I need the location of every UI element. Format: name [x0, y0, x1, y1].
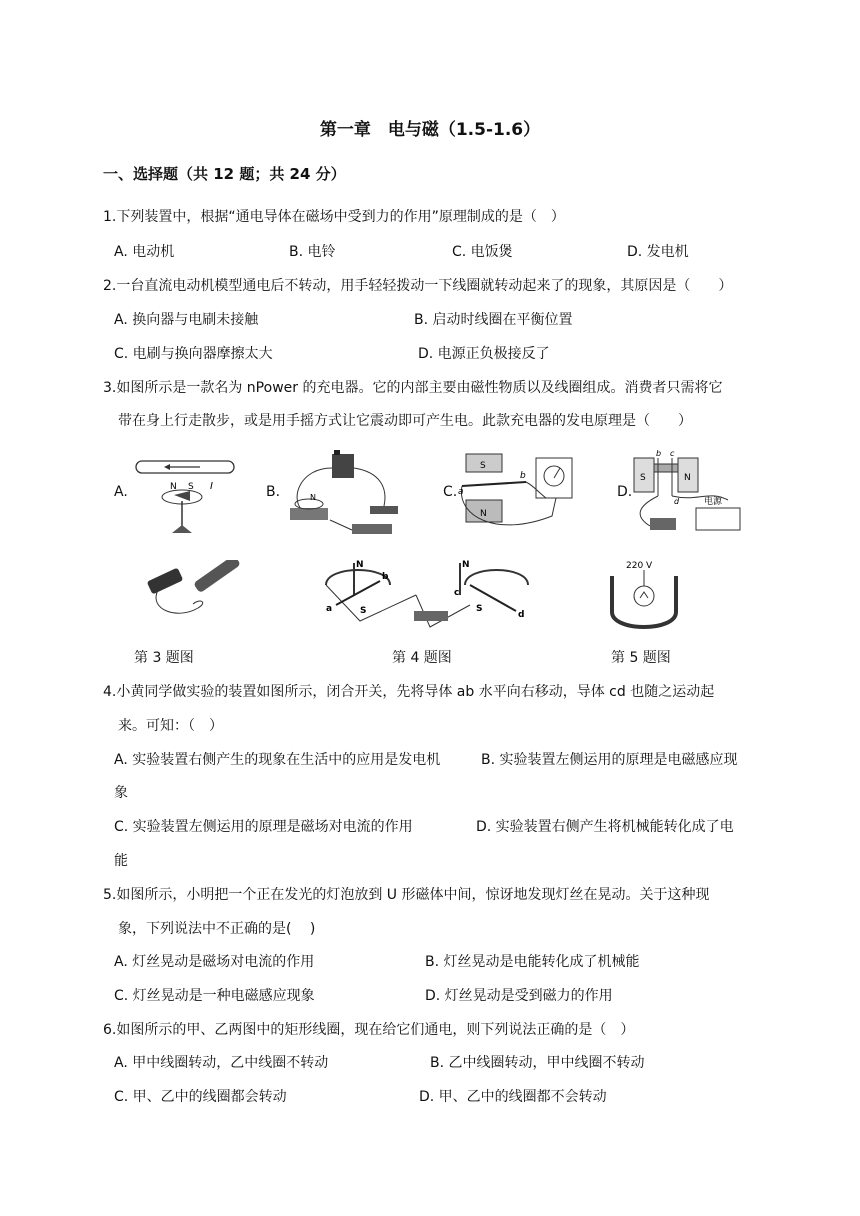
figure-4-caption: 第 4 题图	[392, 650, 452, 666]
question-4-stem-line-1: 4.小黄同学做实验的装置如图所示，闭合开关，先将导体 ab 水平向右移动，导体 cd 也随之运动起	[103, 684, 715, 700]
fig-d-c-label: c	[670, 449, 675, 458]
fig-a-i-label: I	[210, 481, 213, 492]
figure-3-caption: 第 3 题图	[134, 650, 194, 666]
q1-option-c: C. 电饭煲	[452, 244, 513, 260]
fig-a-n-label: N	[170, 482, 177, 492]
fig-c-s-label: S	[480, 461, 486, 471]
fig-4-s2-label: S	[476, 604, 483, 614]
figure-3-charger	[138, 560, 248, 625]
fig-d-d-label: d	[674, 497, 680, 506]
fig-4-n2-label: N	[462, 560, 470, 570]
q2-option-b: B. 启动时线圈在平衡位置	[414, 312, 573, 328]
q4-option-b: B. 实验装置左侧运用的原理是电磁感应现	[481, 752, 738, 768]
q4-option-d: D. 实验装置右侧产生将机械能转化成了电	[476, 819, 734, 835]
q4-option-b-cont: 象	[114, 785, 128, 801]
fig-b-n-label: N	[310, 493, 316, 502]
q5-option-c: C. 灯丝晃动是一种电磁感应现象	[114, 988, 315, 1004]
question-5-stem-line-1: 5.如图所示，小明把一个正在发光的灯泡放到 U 形磁体中间，惊讶地发现灯丝在晃动。关于这种现	[103, 887, 710, 903]
q1-option-b: B. 电铃	[289, 244, 336, 260]
q5-option-a: A. 灯丝晃动是磁场对电流的作用	[114, 954, 315, 970]
q3-option-a-label: A.	[114, 484, 128, 500]
q3-option-b-label: B.	[266, 484, 281, 500]
fig-d-b-label: b	[656, 449, 662, 458]
q2-option-d: D. 电源正负极接反了	[418, 346, 550, 362]
fig-4-a-label: a	[326, 604, 333, 614]
figure-5-bulb-magnet	[604, 556, 684, 636]
q3-option-c-label: C.	[443, 484, 458, 500]
question-3-stem-line-2: 带在身上行走散步，或是用手摇方式让它震动即可产生电。此款充电器的发电原理是（ ）	[118, 413, 692, 429]
q1-option-d: D. 发电机	[627, 244, 689, 260]
q3-figure-b	[280, 448, 415, 543]
fig-d-power-label: 电源	[704, 497, 723, 507]
fig-4-n1-label: N	[356, 560, 364, 570]
figure-4-apparatus	[320, 555, 535, 635]
figure-5-caption: 第 5 题图	[611, 650, 671, 666]
fig-4-c-label: c	[454, 588, 460, 598]
question-3-stem-line-1: 3.如图所示是一款名为 nPower 的充电器。它的内部主要由磁性物质以及线圈组成。消费者只需将它	[103, 380, 723, 396]
fig-a-s-label: S	[188, 482, 194, 492]
q4-option-a: A. 实验装置右侧产生的现象在生活中的应用是发电机	[114, 752, 441, 768]
question-6-stem: 6.如图所示的甲、乙两图中的矩形线圈，现在给它们通电，则下列说法正确的是（ ）	[103, 1022, 635, 1038]
fig-4-s1-label: S	[360, 606, 367, 616]
fig-5-voltage-label: 220 V	[626, 561, 653, 571]
q5-option-b: B. 灯丝晃动是电能转化成了机械能	[425, 954, 640, 970]
fig-d-n-label: N	[684, 473, 691, 483]
fig-c-a-label: a	[458, 487, 464, 497]
q6-option-d: D. 甲、乙中的线圈都不会转动	[419, 1089, 607, 1105]
q5-option-d: D. 灯丝晃动是受到磁力的作用	[425, 988, 613, 1004]
question-2-stem: 2.一台直流电动机模型通电后不转动，用手轻轻拨动一下线圈就转动起来了的现象，其原因是（ ）	[103, 278, 733, 294]
fig-4-d-label: d	[518, 610, 525, 620]
q4-option-d-cont: 能	[114, 853, 128, 869]
q3-figure-c	[456, 446, 581, 542]
question-1-stem: 1.下列装置中，根据“通电导体在磁场中受到力的作用”原理制成的是（ ）	[103, 209, 565, 225]
q2-option-c: C. 电刷与换向器摩擦太大	[114, 346, 273, 362]
q6-option-a: A. 甲中线圈转动，乙中线圈不转动	[114, 1055, 329, 1071]
question-5-stem-line-2: 象，下列说法中不正确的是( )	[118, 921, 316, 937]
fig-d-s-label: S	[640, 473, 646, 483]
q6-option-c: C. 甲、乙中的线圈都会转动	[114, 1089, 287, 1105]
q2-option-a: A. 换向器与电刷未接触	[114, 312, 259, 328]
page-title: 第一章 电与磁（1.5-1.6）	[319, 120, 541, 140]
q3-figure-a	[130, 455, 240, 540]
q3-option-d-label: D.	[617, 484, 633, 500]
fig-c-b-label: b	[520, 471, 526, 481]
section-heading: 一、选择题（共 12 题；共 24 分）	[103, 165, 346, 183]
q6-option-b: B. 乙中线圈转动，甲中线圈不转动	[430, 1055, 645, 1071]
q3-figure-d	[628, 446, 753, 542]
q1-option-a: A. 电动机	[114, 244, 175, 260]
q4-option-c: C. 实验装置左侧运用的原理是磁场对电流的作用	[114, 819, 413, 835]
fig-4-b-label: b	[382, 572, 389, 582]
question-4-stem-line-2: 来。可知：（ ）	[118, 718, 223, 734]
fig-c-n-label: N	[480, 509, 487, 519]
